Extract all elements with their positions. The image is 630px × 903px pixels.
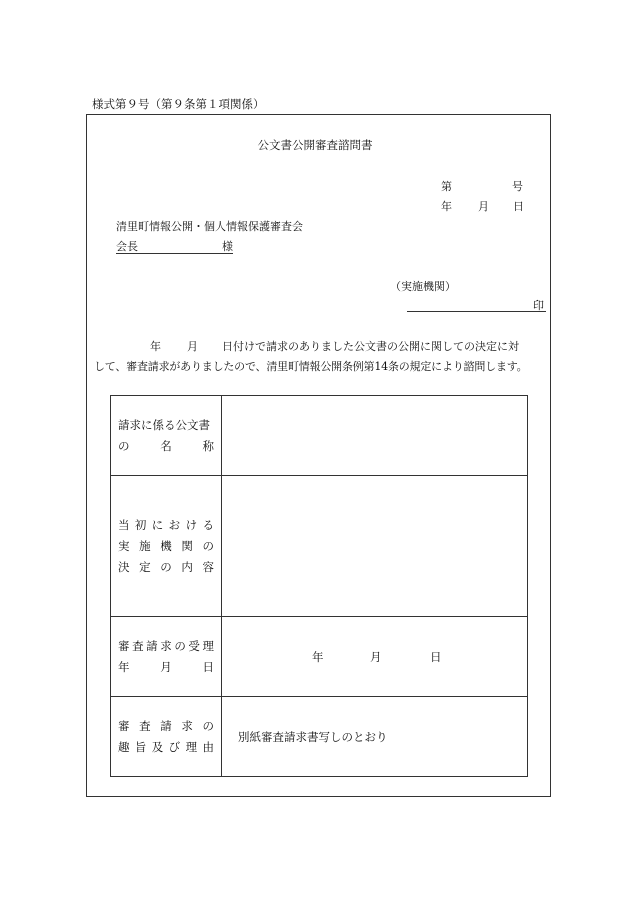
form-number-label: 様式第９号（第９条第１項関係） — [92, 97, 265, 111]
label-char: 施 — [139, 538, 151, 553]
label-char: 月 — [160, 659, 172, 674]
label-char: び — [168, 739, 181, 754]
label-char: 由 — [202, 739, 214, 754]
table-row — [111, 396, 528, 476]
label-line: 請求に係る公文書 — [118, 417, 210, 432]
label-initial-decision — [111, 476, 222, 617]
table-row — [111, 476, 528, 617]
addressee-honorific: 様 — [222, 240, 233, 253]
number-prefix: 第 — [441, 180, 452, 193]
label-char: 理 — [202, 638, 214, 653]
body-line1-text: 日付けで請求のありました公文書の公開に関しての決定に対 — [222, 340, 519, 353]
value-receipt-date — [222, 617, 528, 697]
label-char: の — [174, 638, 186, 653]
table-row — [111, 697, 528, 777]
label-line — [118, 536, 214, 557]
receipt-month: 月 — [370, 649, 382, 664]
label-char: の — [202, 538, 214, 553]
label-char: 請 — [160, 718, 172, 733]
label-char: お — [168, 517, 181, 532]
label-char: 内 — [181, 559, 193, 574]
inquiry-details-table — [110, 395, 528, 777]
label-line — [118, 636, 214, 657]
label-char: 年 — [118, 659, 130, 674]
label-char: 機 — [160, 538, 172, 553]
label-char: 初 — [134, 517, 147, 532]
label-purpose-and-reasons — [111, 697, 222, 777]
date-year: 年 — [441, 200, 452, 213]
date-month: 月 — [478, 200, 489, 213]
label-char: 審 — [118, 718, 130, 733]
label-char: の — [118, 438, 130, 453]
label-line — [118, 515, 214, 536]
date-day: 日 — [513, 200, 524, 213]
receipt-day: 日 — [430, 649, 442, 664]
label-line — [118, 657, 214, 678]
value-requested-document — [222, 396, 528, 476]
label-char: 査 — [139, 718, 151, 733]
label-char: 求 — [181, 718, 193, 733]
number-suffix: 号 — [512, 180, 523, 193]
label-char: 旨 — [134, 739, 147, 754]
document-title: 公文書公開審査諮問書 — [257, 138, 373, 152]
label-char: 当 — [118, 517, 130, 532]
label-char: 日 — [202, 659, 214, 674]
addressee-council: 清里町情報公開・個人情報保護審査会 — [116, 220, 303, 233]
value-purpose-and-reasons — [222, 697, 528, 777]
label-receipt-date — [111, 617, 222, 697]
table-row — [111, 617, 528, 697]
label-char: 査 — [132, 638, 144, 653]
label-char: 受 — [188, 638, 200, 653]
label-char: 決 — [118, 559, 130, 574]
label-char: 請 — [146, 638, 158, 653]
label-char: 求 — [160, 638, 172, 653]
label-char: の — [202, 718, 214, 733]
label-char: け — [185, 517, 198, 532]
receipt-year: 年 — [312, 649, 324, 664]
label-char: る — [202, 517, 214, 532]
seal-mark: 印 — [533, 299, 544, 312]
sender-agency-label: （実施機関） — [390, 280, 456, 293]
label-char: 実 — [118, 538, 130, 553]
label-char: 及 — [151, 739, 164, 754]
label-char: 定 — [139, 559, 151, 574]
body-year: 年 — [150, 340, 161, 353]
label-char: 称 — [202, 438, 214, 453]
label-char: に — [151, 517, 164, 532]
addressee-chair: 会長 — [116, 240, 138, 253]
value-initial-decision — [222, 476, 528, 617]
label-line — [118, 436, 214, 457]
purpose-text: 別紙審査請求書写しのとおり — [238, 729, 388, 744]
label-requested-document — [111, 396, 222, 476]
addressee-chair-line — [116, 238, 233, 254]
body-line2-text: して、審査請求がありましたので、清里町情報公開条例第14条の規定により諮問します。 — [94, 360, 528, 373]
label-char: 容 — [202, 559, 214, 574]
label-char: 関 — [181, 538, 193, 553]
label-line — [118, 716, 214, 737]
label-char: 趣 — [118, 739, 130, 754]
label-char: 理 — [185, 739, 198, 754]
body-month: 月 — [187, 340, 198, 353]
label-char: 名 — [160, 438, 172, 453]
label-line — [118, 557, 214, 578]
seal-signature-line — [407, 297, 546, 312]
label-char: 審 — [118, 638, 130, 653]
label-char: の — [160, 559, 172, 574]
label-line — [118, 737, 214, 758]
